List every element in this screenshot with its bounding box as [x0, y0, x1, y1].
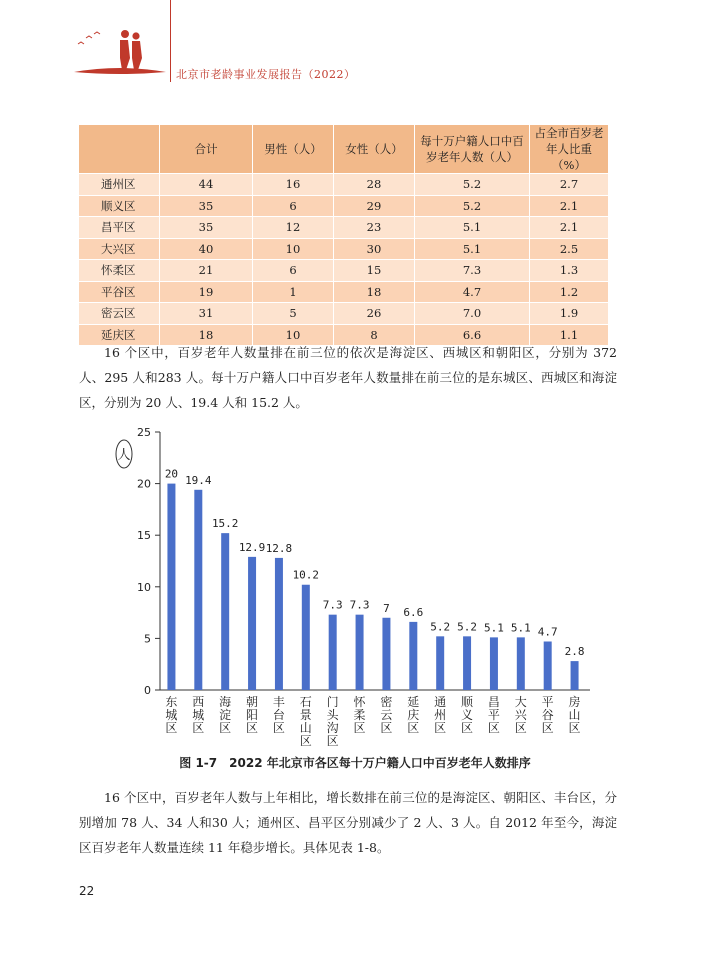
x-tick-label: 门头沟区: [326, 695, 339, 748]
bar-value-label: 5.1: [484, 621, 504, 635]
table-cell: 5.1: [415, 217, 530, 239]
table-header-cell: 女性（人）: [334, 125, 415, 174]
table-cell: 30: [334, 238, 415, 260]
x-tick-label: 平谷区: [541, 695, 554, 735]
x-tick-label: 石景山区: [299, 695, 312, 748]
table-cell: 28: [334, 174, 415, 196]
y-axis-label: 人: [117, 448, 131, 463]
page-number: 22: [79, 884, 95, 898]
bar-value-label: 7.3: [322, 598, 343, 612]
x-tick-label: 丰台区: [272, 695, 285, 735]
row-name-cell: 延庆区: [79, 324, 160, 345]
table-header-cell: 占全市百岁老年人比重（%）: [530, 125, 609, 174]
bar-value-label: 2.8: [564, 645, 585, 659]
x-tick-label: 大兴区: [514, 695, 527, 735]
table-cell: 18: [160, 324, 253, 345]
bar-value-label: 15.2: [211, 517, 239, 531]
x-tick-label: 房山区: [568, 695, 581, 735]
table-cell: 35: [160, 195, 253, 217]
x-tick-label: 通州区: [434, 695, 447, 735]
row-name-cell: 通州区: [79, 174, 160, 196]
table-cell: 7.3: [415, 260, 530, 282]
row-name-cell: 平谷区: [79, 281, 160, 303]
bar-value-label: 5.1: [510, 621, 531, 635]
bar: [382, 618, 390, 690]
x-tick-label: 延庆区: [407, 695, 420, 735]
table-row: [79, 260, 609, 282]
bar: [436, 636, 444, 690]
y-tick-label: 25: [137, 426, 151, 439]
row-name-cell: 大兴区: [79, 238, 160, 260]
bar: [329, 615, 337, 690]
x-tick-label: 西城区: [192, 695, 205, 735]
bar-value-label: 7.3: [349, 598, 370, 612]
table-cell: 5.2: [415, 174, 530, 196]
y-tick-label: 5: [144, 632, 151, 646]
bar-value-label: 4.7: [537, 625, 558, 639]
table-cell: 6: [253, 260, 334, 282]
table-cell: 44: [160, 174, 253, 196]
x-tick-label: 怀柔区: [353, 695, 366, 735]
bar: [463, 636, 471, 690]
table-cell: 1.3: [530, 260, 609, 282]
table-row: [79, 195, 609, 217]
bar: [517, 637, 525, 690]
table-cell: 4.7: [415, 281, 530, 303]
y-tick-label: 15: [137, 529, 151, 543]
bar: [544, 641, 552, 690]
row-name-cell: 密云区: [79, 303, 160, 325]
paragraph-2: 16 个区中，百岁老年人数与上年相比，增长数排在前三位的是海淀区、朝阳区、丰台区，分别增加 78 人、34 人和30 人；通州区、昌平区分别减少了 2 人、3 人。自 2012 年至今，海淀区百岁老年人数量连续 11 年稳步增长。具体见表 1-8。: [79, 790, 617, 855]
y-tick-label: 0: [144, 684, 151, 697]
table-header-cell: [79, 125, 160, 174]
bar: [248, 557, 256, 690]
bar-value-label: 19.4: [185, 473, 212, 487]
header-title: 北京市老龄事业发展报告（2022）: [176, 68, 356, 81]
bar-value-label: 20: [164, 467, 179, 481]
bar: [571, 661, 579, 690]
table-row: [79, 238, 609, 260]
data-table: [79, 125, 609, 345]
table-cell: 18: [334, 281, 415, 303]
row-name-cell: 怀柔区: [79, 260, 160, 282]
x-tick-label: 东城区: [165, 695, 178, 735]
x-tick-label: 海淀区: [219, 695, 232, 735]
x-tick-label: 密云区: [380, 695, 393, 735]
table-cell: 6: [253, 195, 334, 217]
table-cell: 1: [253, 281, 334, 303]
table-cell: 1.2: [530, 281, 609, 303]
table-cell: 21: [160, 260, 253, 282]
table-cell: 31: [160, 303, 253, 325]
table-cell: 8: [334, 324, 415, 345]
bar: [194, 490, 202, 690]
row-name-cell: 顺义区: [79, 195, 160, 217]
table-cell: 1.9: [530, 303, 609, 325]
table-header-cell: 男性（人）: [253, 125, 334, 174]
x-tick-label: 昌平区: [487, 695, 500, 735]
table-header-cell: 合计: [160, 125, 253, 174]
figure-caption: 图 1-7 2022 年北京市各区每十万户籍人口中百岁老年人数排序: [179, 756, 531, 770]
bar: [356, 615, 364, 690]
table-cell: 7.0: [415, 303, 530, 325]
table-header-cell: 每十万户籍人口中百岁老年人数（人）: [415, 125, 530, 174]
table-cell: 35: [160, 217, 253, 239]
y-tick-label: 20: [137, 477, 151, 491]
bar-chart: [100, 420, 600, 750]
table-cell: 26: [334, 303, 415, 325]
table-row: [79, 303, 609, 325]
table-cell: 12: [253, 217, 334, 239]
header-logo: [70, 14, 170, 80]
table-cell: 40: [160, 238, 253, 260]
bar-value-label: 5.2: [430, 620, 451, 634]
table-cell: 1.1: [530, 324, 609, 345]
table-cell: 2.5: [530, 238, 609, 260]
table-cell: 2.1: [530, 217, 609, 239]
bar: [275, 558, 283, 690]
bar-value-label: 12.8: [265, 541, 293, 555]
table-cell: 16: [253, 174, 334, 196]
table-cell: 5.1: [415, 238, 530, 260]
bar-value-label: 10.2: [292, 568, 320, 582]
bar-value-label: 12.9: [238, 540, 266, 554]
table-cell: 19: [160, 281, 253, 303]
table-cell: 15: [334, 260, 415, 282]
y-tick-label: 10: [137, 580, 151, 594]
x-tick-label: 顺义区: [461, 695, 474, 735]
table-cell: 29: [334, 195, 415, 217]
bar: [490, 637, 498, 690]
table-row: [79, 281, 609, 303]
paragraph-1: 16 个区中，百岁老年人数量排在前三位的依次是海淀区、西城区和朝阳区，分别为 372 人、295 人和283 人。每十万户籍人口中百岁老年人数量排在前三位的是东城区、西城区和海淀区，分别为 20 人、19.4 人和 15.2 人。: [79, 345, 617, 410]
table-cell: 6.6: [415, 324, 530, 345]
bar: [302, 585, 310, 690]
x-tick-label: 朝阳区: [246, 695, 259, 735]
bar-value-label: 6.6: [403, 605, 424, 619]
table-cell: 5: [253, 303, 334, 325]
row-name-cell: 昌平区: [79, 217, 160, 239]
bar-value-label: 5.2: [457, 620, 477, 634]
table-row: [79, 217, 609, 239]
table-cell: 10: [253, 238, 334, 260]
bar: [221, 533, 229, 690]
bar-value-label: 7: [383, 601, 390, 615]
header-divider: [170, 0, 171, 82]
table-row: [79, 174, 609, 196]
bar: [167, 484, 175, 690]
table-cell: 23: [334, 217, 415, 239]
table-cell: 2.7: [530, 174, 609, 196]
table-cell: 5.2: [415, 195, 530, 217]
table-cell: 10: [253, 324, 334, 345]
bar: [409, 622, 417, 690]
table-cell: 2.1: [530, 195, 609, 217]
